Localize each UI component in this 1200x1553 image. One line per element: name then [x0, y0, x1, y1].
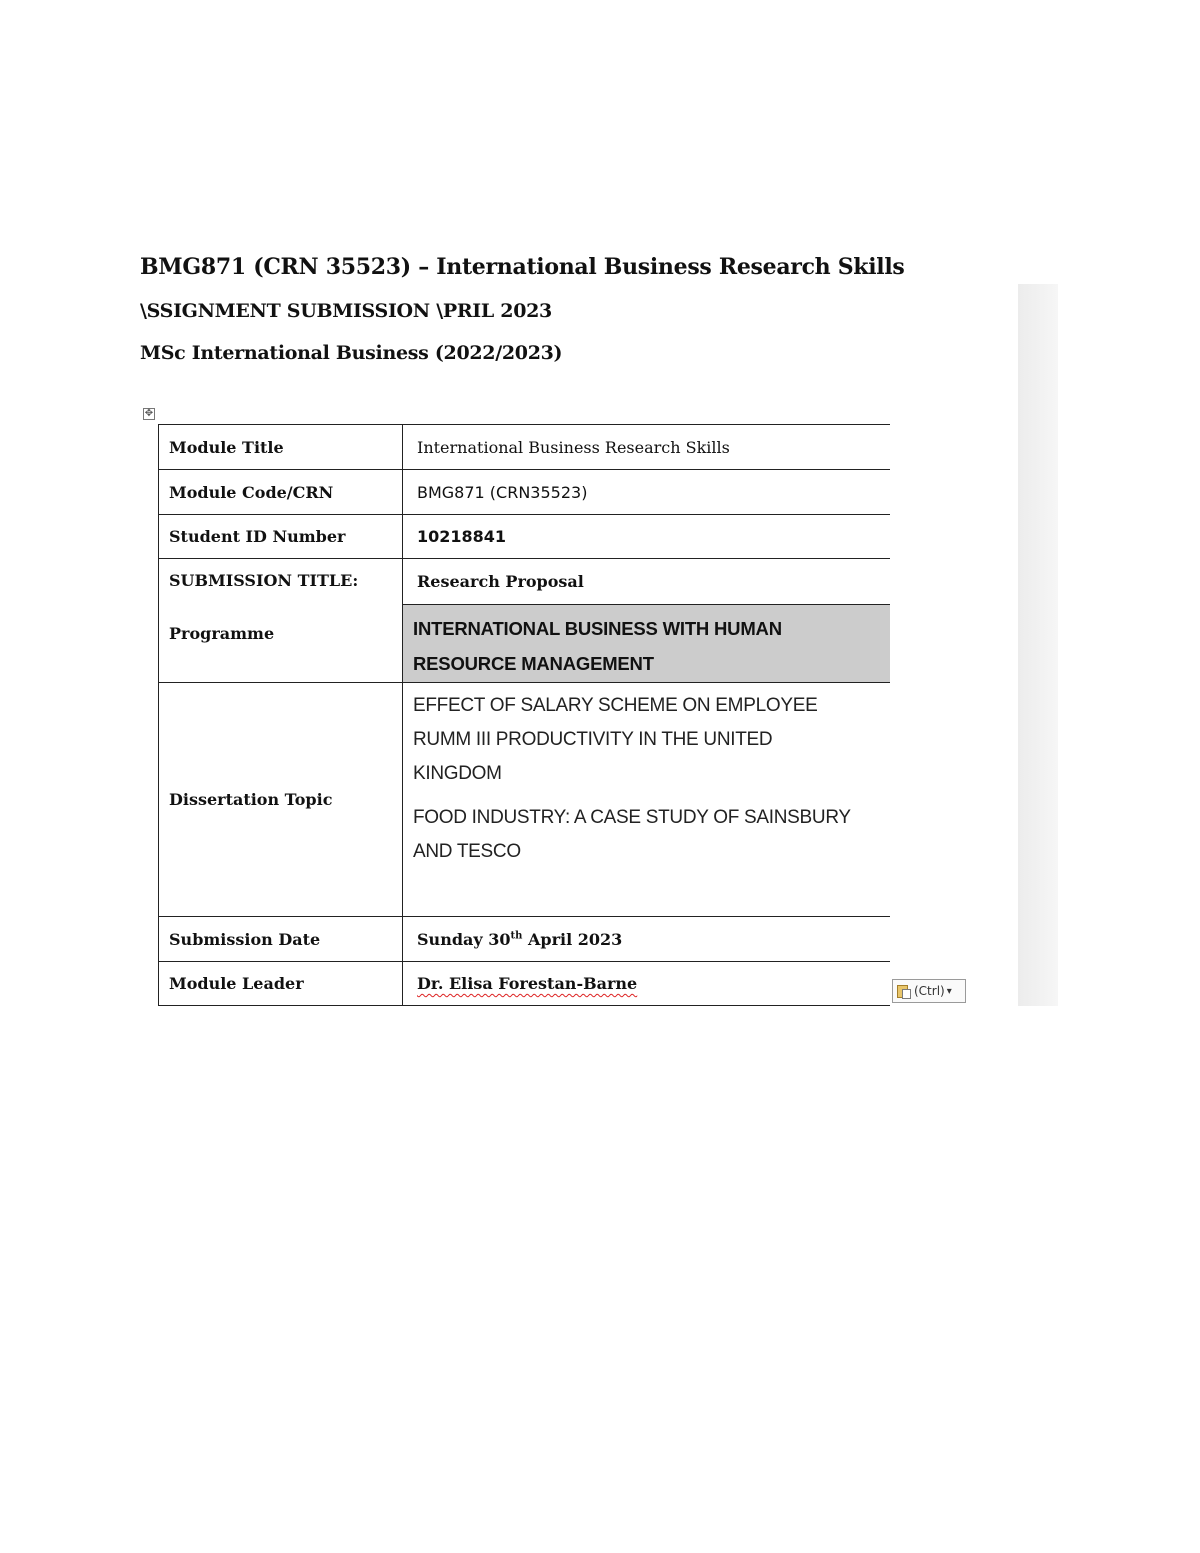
- topic-line: KINGDOM: [413, 763, 502, 784]
- clipboard-icon: [897, 983, 911, 999]
- table-row: [159, 515, 890, 559]
- topic-line: EFFECT OF SALARY SCHEME ON EMPLOYEE: [413, 695, 818, 716]
- table-move-handle-icon[interactable]: ✥: [144, 408, 154, 419]
- submission-title-value[interactable]: Research Proposal: [417, 572, 584, 591]
- document-subtitle: \SSIGNMENT SUBMISSION \PRIL 2023: [140, 300, 552, 322]
- paste-options-label: (Ctrl): [914, 984, 945, 998]
- topic-line: RUMM III PRODUCTIVITY IN THE UNITED: [413, 729, 773, 750]
- submission-title-programme-value-cell: [403, 559, 890, 683]
- submission-date-label: Submission Date: [159, 917, 403, 962]
- module-leader-label: Module Leader: [159, 962, 403, 1006]
- document-title: BMG871 (CRN 35523) – International Business Research Skills: [140, 254, 905, 280]
- table-row: [159, 559, 890, 683]
- module-leader-name: Dr. Elisa Forestan-Barne: [417, 974, 638, 993]
- table-row: [159, 917, 890, 962]
- module-code-label: Module Code/CRN: [159, 470, 403, 515]
- programme-value-line: RESOURCE MANAGEMENT: [413, 652, 654, 674]
- module-code-value[interactable]: BMG871 (CRN35523): [403, 470, 890, 515]
- module-title-value[interactable]: International Business Research Skills: [403, 425, 890, 470]
- submission-date-value[interactable]: [403, 917, 890, 962]
- module-title-label: Module Title: [159, 425, 403, 470]
- programme-value[interactable]: [403, 604, 890, 682]
- submission-title-label: SUBMISSION TITLE:: [169, 571, 359, 590]
- date-ordinal: th: [510, 930, 523, 942]
- paste-options-button[interactable]: [892, 979, 966, 1003]
- programme-value-line: INTERNATIONAL BUSINESS WITH HUMAN: [413, 617, 782, 639]
- dissertation-topic-value[interactable]: [403, 683, 890, 917]
- dissertation-topic-paragraph: [413, 801, 890, 869]
- scrollbar-track: [1018, 284, 1058, 1006]
- dissertation-topic-paragraph: [413, 689, 890, 791]
- topic-line: AND TESCO: [413, 841, 521, 862]
- table-row: [159, 683, 890, 917]
- chevron-down-icon: ▾: [946, 985, 952, 997]
- submission-title-programme-label-cell: [159, 559, 403, 683]
- dissertation-topic-label: Dissertation Topic: [159, 683, 403, 917]
- student-id-value[interactable]: 10218841: [403, 515, 890, 559]
- programme-label: Programme: [169, 624, 275, 643]
- table-row: [159, 962, 890, 1006]
- topic-line: FOOD INDUSTRY: A CASE STUDY OF SAINSBURY: [413, 807, 851, 828]
- programme-line: MSc International Business (2022/2023): [140, 342, 563, 364]
- module-leader-value[interactable]: [403, 962, 890, 1006]
- table-row: [159, 470, 890, 515]
- student-id-label: Student ID Number: [159, 515, 403, 559]
- date-text: April 2023: [522, 929, 623, 949]
- submission-info-table: [158, 424, 890, 1006]
- date-text: Sunday 30: [417, 929, 511, 949]
- table-row: [159, 425, 890, 470]
